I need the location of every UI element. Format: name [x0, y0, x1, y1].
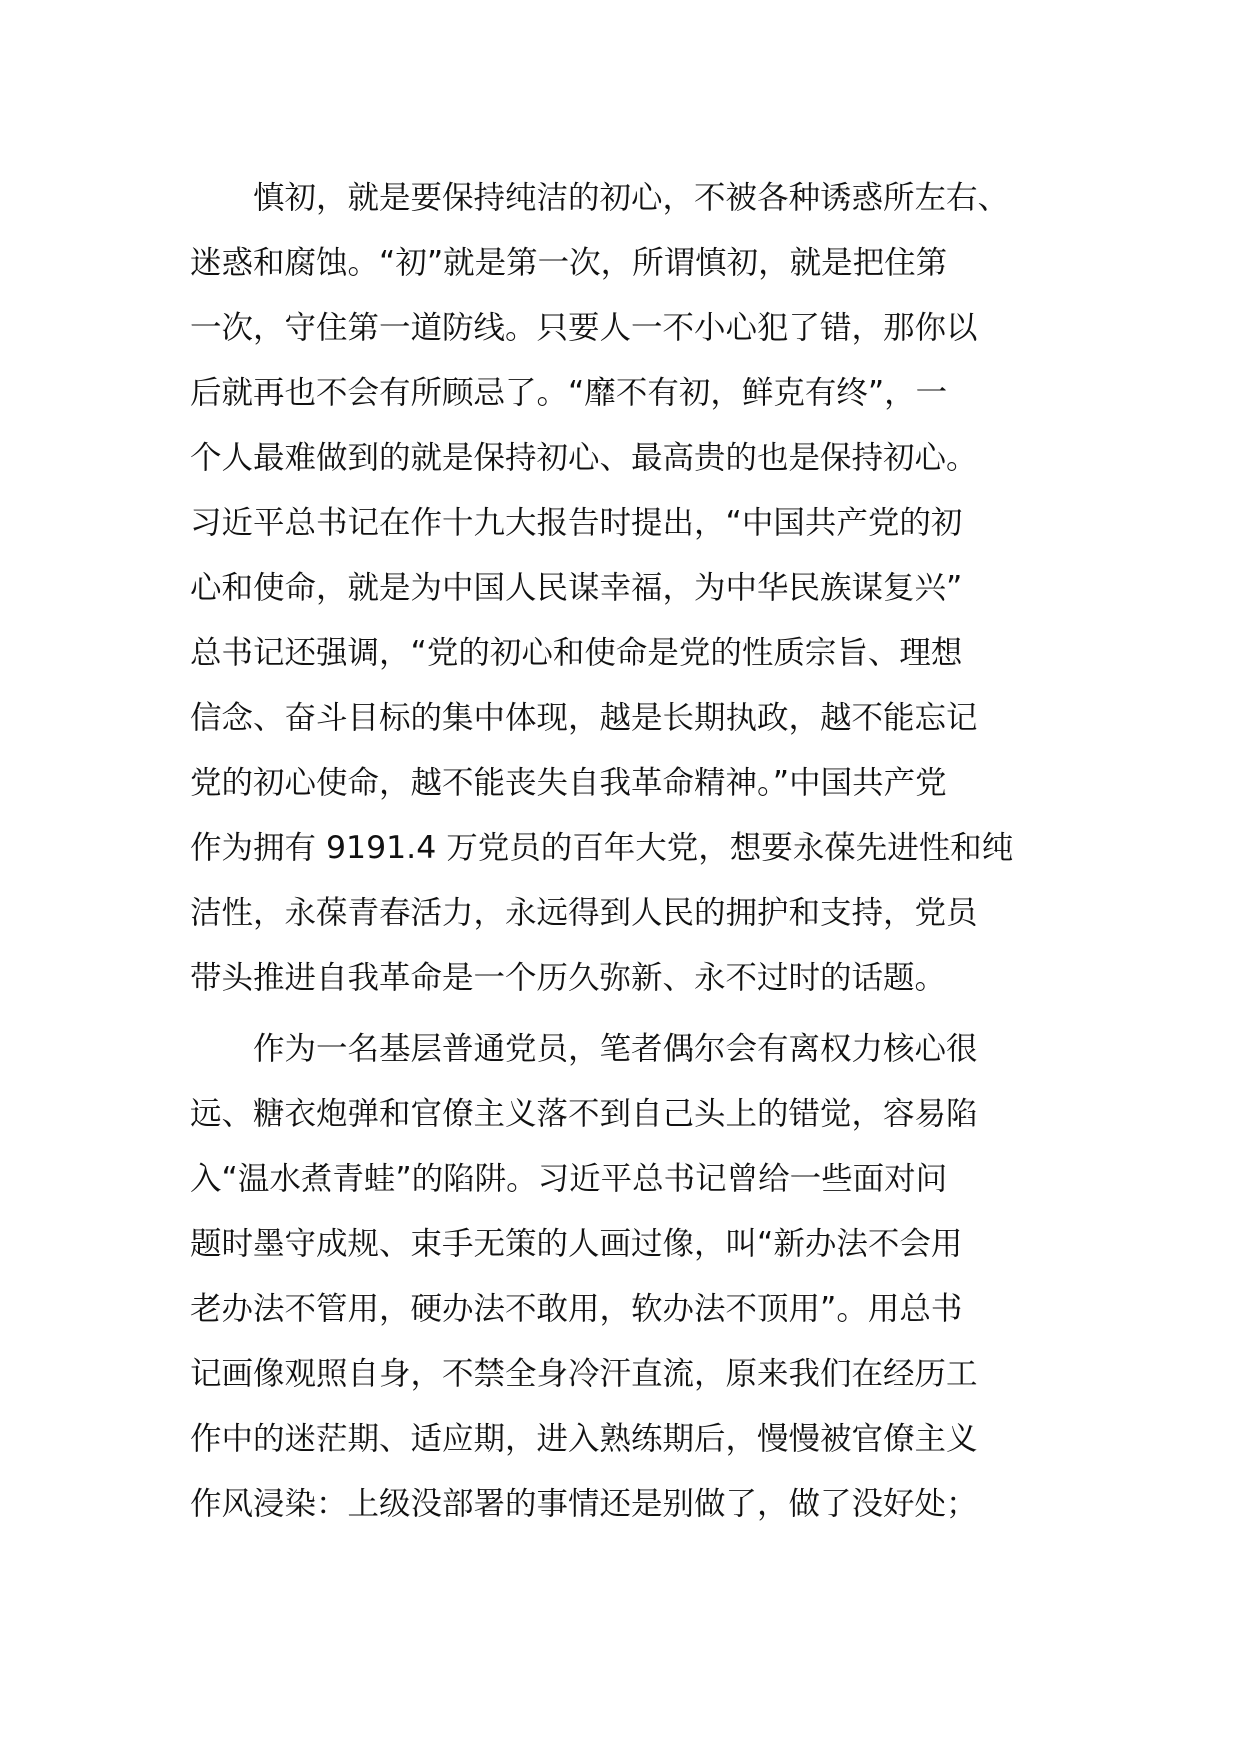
text-line: 总书记还强调，“党的初心和使命是党的性质宗旨、理想	[190, 635, 963, 671]
text-line: 党的初心使命，越不能丧失自我革命精神。”中国共产党	[190, 765, 947, 801]
text-line: 老办法不管用，硬办法不敢用，软办法不顶用”。用总书	[190, 1291, 963, 1327]
text-line: 远、糖衣炮弹和官僚主义落不到自己头上的错觉，容易陷	[190, 1096, 978, 1132]
text-line: 慎初，就是要保持纯洁的初心，不被各种诱惑所左右、	[190, 180, 1010, 216]
text-line: 作为拥有 9191.4 万党员的百年大党，想要永葆先进性和纯	[190, 830, 1014, 866]
text-line: 入“温水煮青蛙”的陷阱。习近平总书记曾给一些面对问	[190, 1161, 948, 1197]
text-line: 个人最难做到的就是保持初心、最高贵的也是保持初心。	[190, 440, 978, 476]
text-line: 带头推进自我革命是一个历久弥新、永不过时的话题。	[190, 960, 947, 996]
paragraph-1	[190, 166, 1050, 1011]
text-line: 作风浸染：上级没部署的事情还是别做了，做了没好处；	[190, 1486, 978, 1522]
text-line: 迷惑和腐蚀。“初”就是第一次，所谓慎初，就是把住第	[190, 245, 948, 281]
text-line: 信念、奋斗目标的集中体现，越是长期执政，越不能忘记	[190, 700, 978, 736]
text-line: 记画像观照自身，不禁全身冷汗直流，原来我们在经历工	[190, 1356, 978, 1392]
text-line: 习近平总书记在作十九大报告时提出，“中国共产党的初	[190, 505, 963, 541]
text-line: 洁性，永葆青春活力，永远得到人民的拥护和支持，党员	[190, 895, 978, 931]
text-line: 一次，守住第一道防线。只要人一不小心犯了错，那你以	[190, 310, 978, 346]
text-line: 后就再也不会有所顾忌了。“靡不有初，鲜克有终”，一	[190, 375, 948, 411]
paragraph-2	[190, 1017, 1050, 1537]
text-line: 心和使命，就是为中国人民谋幸福，为中华民族谋复兴”	[190, 570, 963, 606]
text-line: 作为一名基层普通党员，笔者偶尔会有离权力核心很	[190, 1031, 978, 1067]
text-line: 作中的迷茫期、适应期，进入熟练期后，慢慢被官僚主义	[190, 1421, 978, 1457]
body-text	[190, 166, 1050, 1537]
text-line: 题时墨守成规、束手无策的人画过像，叫“新办法不会用	[190, 1226, 963, 1262]
